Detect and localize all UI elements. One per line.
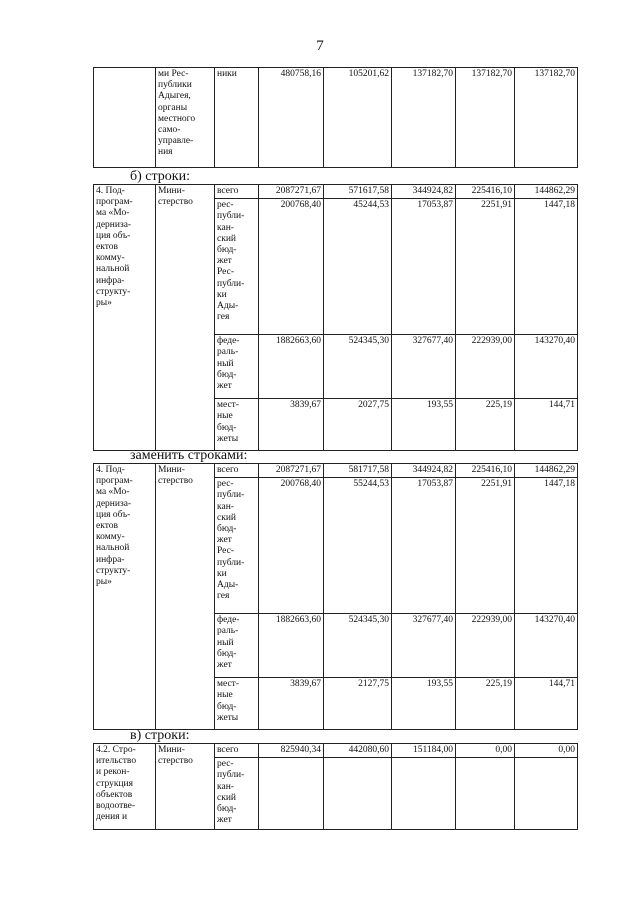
table-block-v <box>93 743 578 830</box>
value-cell: 17053,87 <box>392 199 456 335</box>
value-cell: 144862,29 <box>515 185 578 199</box>
value-cell: 1882663,60 <box>259 335 324 399</box>
value-cell: 825940,34 <box>259 744 324 758</box>
value-cell: 144862,29 <box>515 464 578 478</box>
table-row <box>94 185 578 199</box>
value-cell: 105201,62 <box>324 68 392 168</box>
executor-cell: ми Рес- публики Адыгея, органы местного само- управле- ния <box>156 68 215 168</box>
table-row <box>94 744 578 758</box>
source-cell: ники <box>215 68 259 168</box>
value-cell: 200768,40 <box>259 199 324 335</box>
source-cell: рес- публи- кан- ский бюд- жет <box>215 758 259 830</box>
value-cell: 1882663,60 <box>259 614 324 678</box>
source-cell: мест- ные бюд- жеты <box>215 678 259 730</box>
value-cell: 55244,53 <box>324 478 392 614</box>
value-cell: 327677,40 <box>392 614 456 678</box>
executor-cell: Мини- стерство <box>156 185 215 451</box>
source-cell: всего <box>215 744 259 758</box>
value-cell: 0,00 <box>515 744 578 758</box>
value-cell: 581717,58 <box>324 464 392 478</box>
value-cell: 137182,70 <box>515 68 578 168</box>
value-cell: 45244,53 <box>324 199 392 335</box>
value-cell: 193,55 <box>392 678 456 730</box>
value-cell <box>392 758 456 830</box>
value-cell: 1447,18 <box>515 478 578 614</box>
value-cell: 0,00 <box>456 744 515 758</box>
value-cell: 222939,00 <box>456 335 515 399</box>
value-cell: 225,19 <box>456 399 515 451</box>
value-cell: 193,55 <box>392 399 456 451</box>
value-cell: 442080,60 <box>324 744 392 758</box>
value-cell: 2251,91 <box>456 478 515 614</box>
value-cell: 225,19 <box>456 678 515 730</box>
value-cell: 137182,70 <box>392 68 456 168</box>
value-cell: 571617,58 <box>324 185 392 199</box>
program-cell <box>94 68 156 168</box>
value-cell: 1447,18 <box>515 199 578 335</box>
section-heading-replace: заменить строками: <box>130 448 248 463</box>
value-cell <box>324 758 392 830</box>
table-block-replace <box>93 463 578 730</box>
value-cell: 17053,87 <box>392 478 456 614</box>
source-cell: всего <box>215 185 259 199</box>
value-cell <box>259 758 324 830</box>
program-cell: 4. Под- програм- ма «Мо- дерниза- ция объ- ектов комму- нальной инфра- структу- ры» <box>94 185 156 451</box>
executor-cell: Мини- стерство <box>156 744 215 830</box>
value-cell: 225416,10 <box>456 185 515 199</box>
source-cell: всего <box>215 464 259 478</box>
value-cell: 143270,40 <box>515 335 578 399</box>
value-cell: 524345,30 <box>324 614 392 678</box>
value-cell: 2127,75 <box>324 678 392 730</box>
value-cell: 2027,75 <box>324 399 392 451</box>
value-cell: 2087271,67 <box>259 185 324 199</box>
page-number: 7 <box>316 38 324 54</box>
value-cell <box>456 758 515 830</box>
section-heading-b: б) строки: <box>130 169 190 184</box>
table-continuation <box>93 67 578 168</box>
value-cell: 2251,91 <box>456 199 515 335</box>
value-cell: 143270,40 <box>515 614 578 678</box>
value-cell <box>515 758 578 830</box>
value-cell: 151184,00 <box>392 744 456 758</box>
section-heading-v: в) строки: <box>130 728 190 743</box>
value-cell: 327677,40 <box>392 335 456 399</box>
source-cell: мест- ные бюд- жеты <box>215 399 259 451</box>
table-block-b <box>93 184 578 451</box>
value-cell: 222939,00 <box>456 614 515 678</box>
table-row <box>94 464 578 478</box>
executor-cell: Мини- стерство <box>156 464 215 730</box>
value-cell: 344924,82 <box>392 464 456 478</box>
value-cell: 200768,40 <box>259 478 324 614</box>
value-cell: 137182,70 <box>456 68 515 168</box>
program-cell: 4. Под- програм- ма «Мо- дерниза- ция объ- ектов комму- нальной инфра- структу- ры» <box>94 464 156 730</box>
source-cell: рес- публи- кан- ский бюд- жет Рес- публи- ки Ады- гея <box>215 199 259 335</box>
table-row <box>94 68 578 168</box>
value-cell: 225416,10 <box>456 464 515 478</box>
value-cell: 480758,16 <box>259 68 324 168</box>
source-cell: рес- публи- кан- ский бюд- жет Рес- публи- ки Ады- гея <box>215 478 259 614</box>
value-cell: 344924,82 <box>392 185 456 199</box>
value-cell: 3839,67 <box>259 399 324 451</box>
source-cell: феде- раль- ный бюд- жет <box>215 335 259 399</box>
source-cell: феде- раль- ный бюд- жет <box>215 614 259 678</box>
value-cell: 144,71 <box>515 399 578 451</box>
value-cell: 3839,67 <box>259 678 324 730</box>
value-cell: 2087271,67 <box>259 464 324 478</box>
value-cell: 144,71 <box>515 678 578 730</box>
value-cell: 524345,30 <box>324 335 392 399</box>
program-cell: 4.2. Стро- ительство и рекон- струкция объектов водоотве- дения и <box>94 744 156 830</box>
